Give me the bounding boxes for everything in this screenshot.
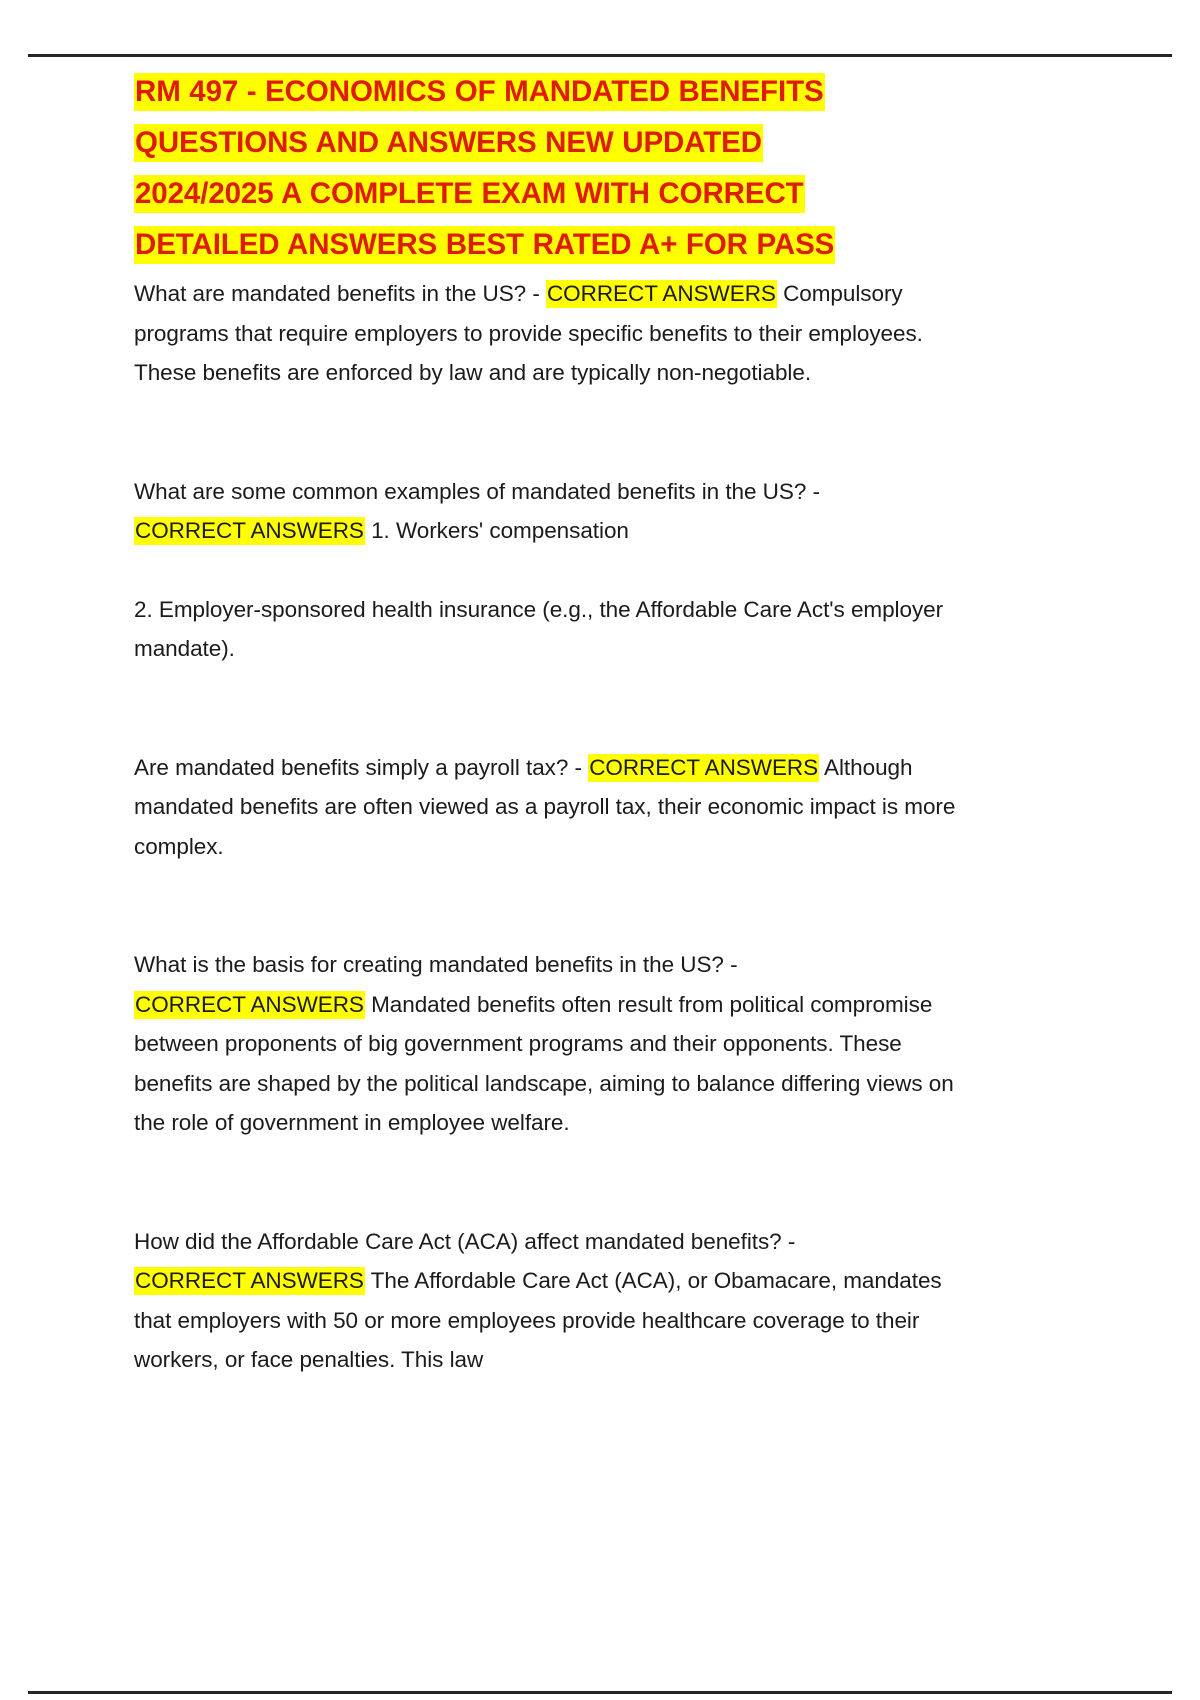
answer-text: Compulsory programs that require employers to provide specific benefits to their employees. These benefits are enforced by law and are typically non-negotiable. — [134, 281, 923, 385]
question-text: What is the basis for creating mandated benefits in the US? - — [134, 952, 738, 977]
answer-marker: CORRECT ANSWERS — [135, 518, 364, 543]
qa-item-q2-continuation — [134, 590, 970, 669]
page-top-rule — [28, 54, 1172, 57]
block-spacer — [134, 669, 970, 748]
title-line-2: QUESTIONS AND ANSWERS NEW UPDATED — [134, 124, 763, 162]
title-line-3: 2024/2025 A COMPLETE EXAM WITH CORRECT — [134, 175, 805, 213]
answer-marker: CORRECT ANSWERS — [135, 1268, 364, 1293]
title-line-4: DETAILED ANSWERS BEST RATED A+ FOR PASS — [134, 226, 835, 264]
qa-item-q1 — [134, 274, 970, 393]
page-title — [134, 66, 970, 270]
paragraph-spacer — [134, 551, 970, 590]
qa-item-q3 — [134, 748, 970, 867]
qa-item-q5 — [134, 1222, 970, 1380]
block-spacer — [134, 1143, 970, 1222]
question-text: How did the Affordable Care Act (ACA) affect mandated benefits? - — [134, 1228, 796, 1254]
answer-text: The Affordable Care Act (ACA), or Obamacare, mandates that employers with 50 or more employees provide healthcare coverage to their workers, or face penalties. This law — [134, 1268, 942, 1372]
question-text: Are mandated benefits simply a payroll tax? - — [134, 754, 582, 780]
answer-continuation-text: 2. Employer-sponsored health insurance (e.g., the Affordable Care Act's employer mandate). — [134, 596, 944, 661]
title-line-1: RM 497 - ECONOMICS OF MANDATED BENEFITS — [134, 73, 825, 111]
answer-marker: CORRECT ANSWERS — [546, 281, 776, 306]
answer-text: 1. Workers' compensation — [371, 518, 629, 543]
block-spacer — [134, 866, 970, 945]
document-content — [134, 66, 970, 1380]
question-text: What are some common examples of mandated benefits in the US? - — [134, 478, 820, 504]
qa-item-q2 — [134, 472, 970, 551]
answer-marker: CORRECT ANSWERS — [135, 991, 364, 1017]
question-text: What are mandated benefits in the US? - — [134, 281, 540, 306]
answer-text: Although mandated benefits are often viewed as a payroll tax, their economic impact is more complex. — [134, 754, 956, 859]
answer-text: Mandated benefits often result from political compromise between proponents of big government programs and their opponents. These benefits are shaped by the political landscape, aiming to balance differing views on the role of government in employee welfare. — [134, 991, 954, 1135]
page-bottom-rule — [28, 1691, 1172, 1694]
qa-item-q4 — [134, 945, 970, 1143]
answer-marker: CORRECT ANSWERS — [589, 754, 819, 780]
block-spacer — [134, 393, 970, 472]
